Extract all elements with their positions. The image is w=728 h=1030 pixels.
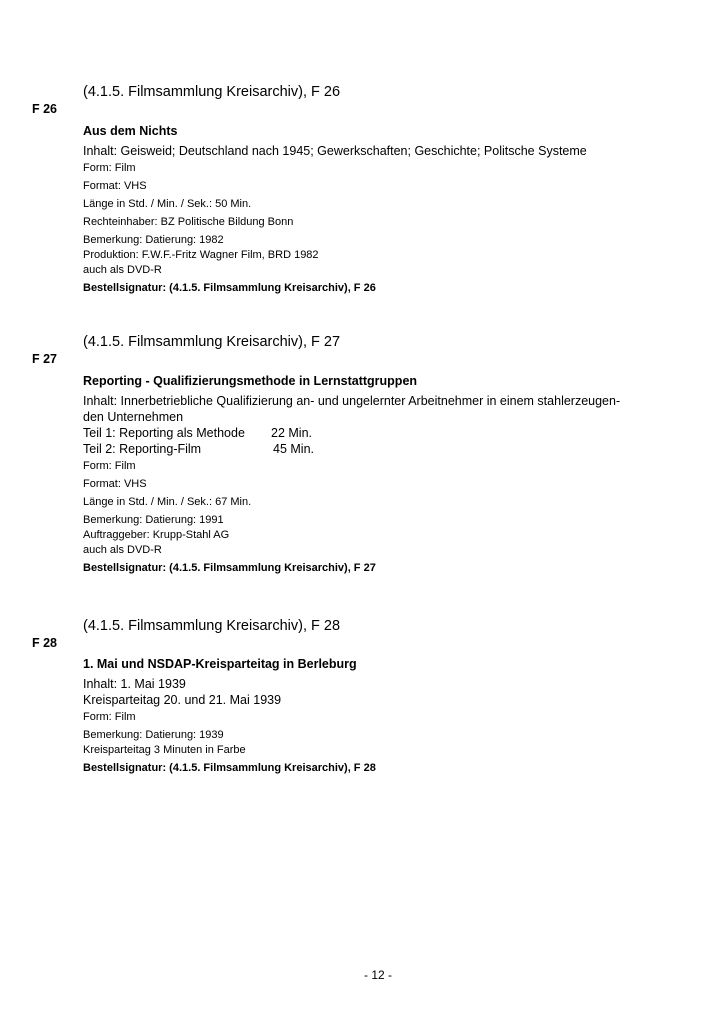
teil2-value: 45 Min. [273, 442, 314, 456]
entry-format: Format: VHS [83, 180, 147, 192]
entry-auftraggeber: Auftraggeber: Krupp-Stahl AG [83, 529, 230, 541]
entry-bemerkung: Bemerkung: Datierung: 1991 [83, 514, 224, 526]
entry-signatur: Bestellsignatur: (4.1.5. Filmsammlung Kreisarchiv), F 27 [83, 562, 376, 574]
entry-code: F 28 [32, 636, 58, 650]
entry-title: Reporting - Qualifizierungsmethode in Lernstattgruppen [83, 374, 418, 388]
entry-form: Form: Film [83, 162, 136, 174]
entry-bemerkung: Bemerkung: Datierung: 1982 [83, 234, 224, 246]
entry-produktion: Produktion: F.W.F.-Fritz Wagner Film, BRD 1982 [83, 249, 319, 261]
entry-inhalt-line1: Inhalt: Innerbetriebliche Qualifizierung an- und ungelernter Arbeitnehmer in einem stahlerzeugen- [83, 394, 621, 408]
entry-rechteinhaber: Rechteinhaber: BZ Politische Bildung Bonn [83, 216, 294, 228]
entry-inhalt-line2: Kreisparteitag 20. und 21. Mai 1939 [83, 693, 282, 707]
entry-format: Format: VHS [83, 478, 147, 490]
entry-signatur: Bestellsignatur: (4.1.5. Filmsammlung Kreisarchiv), F 28 [83, 762, 376, 774]
entry-farbe: Kreisparteitag 3 Minuten in Farbe [83, 744, 246, 756]
series-heading: (4.1.5. Filmsammlung Kreisarchiv), F 28 [83, 618, 341, 634]
entry-title: 1. Mai und NSDAP-Kreisparteitag in Berleburg [83, 657, 357, 671]
entry-laenge: Länge in Std. / Min. / Sek.: 67 Min. [83, 496, 252, 508]
entry-teil1 [83, 425, 683, 441]
teil2-label: Teil 2: Reporting-Film [83, 442, 202, 456]
entry-body [83, 373, 683, 576]
page-footer [0, 968, 728, 982]
series-heading: (4.1.5. Filmsammlung Kreisarchiv), F 27 [83, 334, 341, 350]
entry-title: Aus dem Nichts [83, 124, 178, 138]
page-number: - 12 - [363, 968, 392, 982]
entry-laenge: Länge in Std. / Min. / Sek.: 50 Min. [83, 198, 252, 210]
entry-form: Form: Film [83, 711, 136, 723]
entry-inhalt-line1: Inhalt: 1. Mai 1939 [83, 677, 186, 691]
entry-bemerkung: Bemerkung: Datierung: 1939 [83, 729, 224, 741]
entry-inhalt-line2: den Unternehmen [83, 410, 184, 424]
entry-body [83, 656, 683, 776]
entry-code: F 27 [32, 352, 58, 366]
entry-form: Form: Film [83, 460, 136, 472]
series-heading: (4.1.5. Filmsammlung Kreisarchiv), F 26 [83, 84, 341, 100]
entry-dvd: auch als DVD-R [83, 264, 162, 276]
entry-dvd: auch als DVD-R [83, 544, 162, 556]
teil1-value: 22 Min. [271, 426, 312, 440]
entry-code: F 26 [32, 102, 58, 116]
entry-signatur: Bestellsignatur: (4.1.5. Filmsammlung Kreisarchiv), F 26 [83, 282, 376, 294]
teil1-label: Teil 1: Reporting als Methode [83, 426, 245, 440]
entry-teil2 [83, 441, 683, 457]
entry-inhalt: Inhalt: Geisweid; Deutschland nach 1945; Gewerkschaften; Geschichte; Politsche Systeme [83, 144, 587, 158]
entry-body [83, 123, 683, 296]
